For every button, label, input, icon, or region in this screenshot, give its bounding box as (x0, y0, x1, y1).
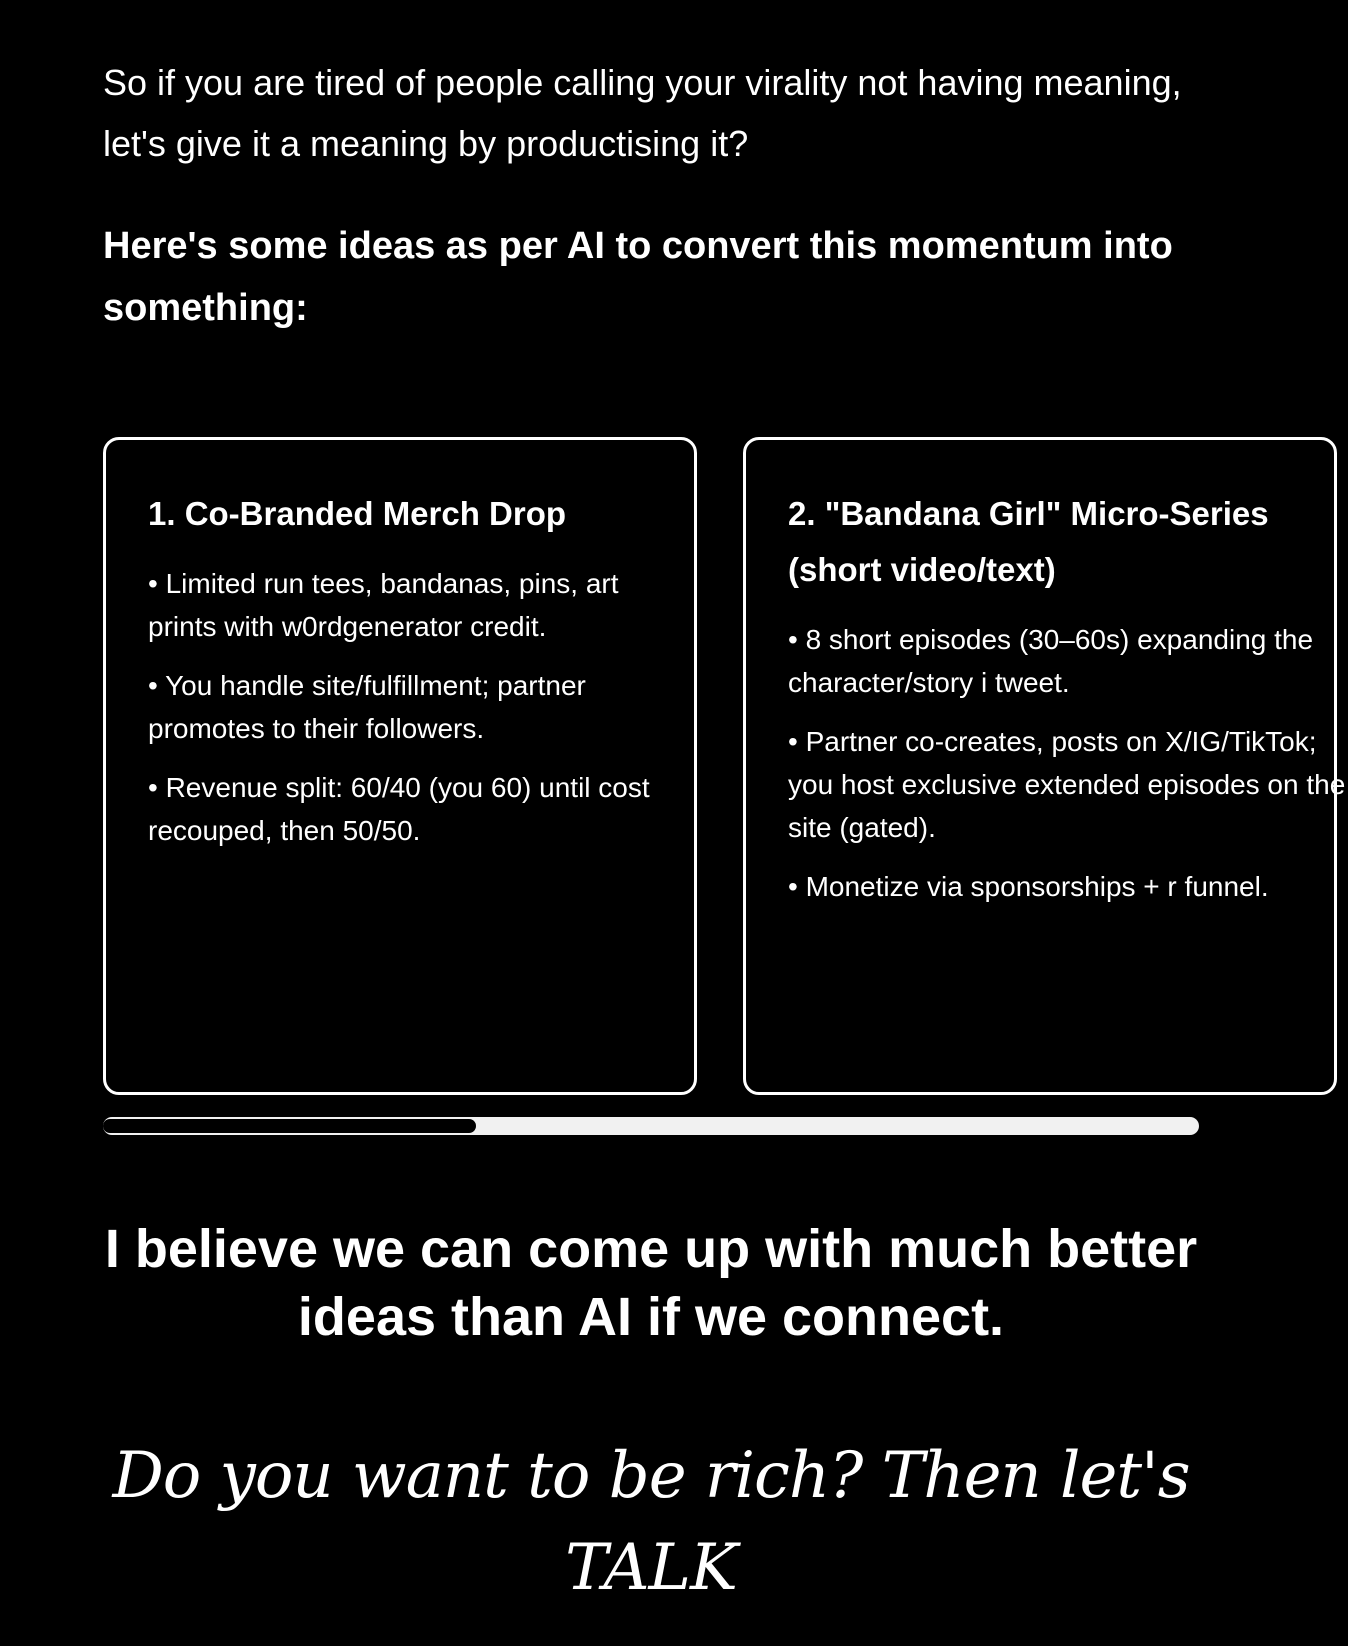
card-bullet: • 8 short episodes (30–60s) expanding the character/story i tweet. (788, 624, 1314, 698)
card-bullet: • Partner co-creates, posts on X/IG/TikTok; you host exclusive extended episodes on the site (gated). (788, 726, 1346, 843)
carousel-scrollbar[interactable] (103, 1117, 1199, 1135)
card-bullet: • You handle site/fulfillment; partner promotes to their followers. (148, 670, 586, 744)
card-bullet: • Monetize via sponsorships + r funnel. (788, 871, 1269, 902)
scrollbar-thumb[interactable] (103, 1119, 476, 1133)
intro-paragraph: So if you are tired of people calling your virality not having meaning, let's give it a meaning by productising it? (103, 62, 1182, 164)
card-bullet: • Limited run tees, bandanas, pins, art prints with w0rdgenerator credit. (148, 568, 619, 642)
card-title: 1. Co-Branded Merch Drop (148, 495, 567, 532)
ideas-carousel[interactable] (103, 437, 1346, 1100)
card-bullet: • Revenue split: 60/40 (you 60) until cost recouped, then 50/50. (148, 772, 650, 846)
cta-talk: Do you want to be rich? Then let's TALK (112, 1439, 1190, 1605)
belief-statement: I believe we can come up with much better ideas than AI if we connect. (104, 1219, 1198, 1347)
idea-card-micro-series (743, 437, 1346, 1095)
ideas-heading: Here's some ideas as per AI to convert this momentum into something: (103, 225, 1173, 329)
idea-card-merch-drop (103, 437, 697, 1095)
card-title: 2. "Bandana Girl" Micro-Series (short video/text) (788, 495, 1269, 588)
